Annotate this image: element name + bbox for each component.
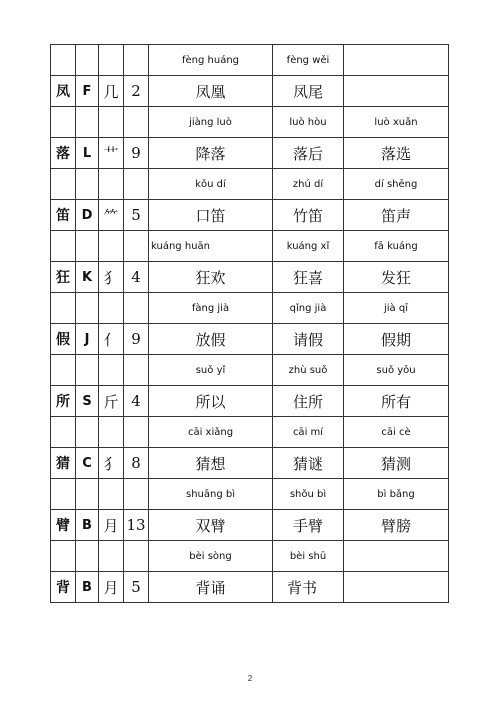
pinyin-3-cell: [344, 541, 449, 572]
initial-cell: L: [76, 138, 99, 169]
initial-cell: [76, 293, 99, 324]
word-2-cell: 手臂: [273, 510, 344, 541]
pinyin-row: [51, 355, 449, 386]
initial-cell: S: [76, 386, 99, 417]
char-cell: [51, 479, 76, 510]
radical-cell: [99, 541, 124, 572]
word-1-cell: 所以: [149, 386, 273, 417]
pinyin-2-cell: shǒu bì: [273, 479, 344, 510]
character-row: [51, 200, 449, 231]
radical-cell: [99, 169, 124, 200]
word-2-cell: 竹笛: [273, 200, 344, 231]
char-cell: [51, 107, 76, 138]
word-2-cell: 猜谜: [273, 448, 344, 479]
pinyin-row: [51, 417, 449, 448]
initial-cell: F: [76, 76, 99, 107]
pinyin-3-cell: cāi cè: [344, 417, 449, 448]
radical-cell: 亻: [99, 324, 124, 355]
pinyin-3-cell: fā kuáng: [344, 231, 449, 262]
pinyin-1-cell: kuáng huān: [149, 231, 273, 262]
word-3-cell: 笛声: [344, 200, 449, 231]
pinyin-2-cell: kuáng xǐ: [273, 231, 344, 262]
initial-cell: [76, 541, 99, 572]
char-cell: [51, 541, 76, 572]
radical-cell: [99, 417, 124, 448]
stroke-count-cell: [124, 293, 149, 324]
pinyin-row: [51, 293, 449, 324]
initial-cell: [76, 479, 99, 510]
initial-cell: J: [76, 324, 99, 355]
char-cell: [51, 231, 76, 262]
char-cell: 狂: [51, 262, 76, 293]
word-1-cell: 口笛: [149, 200, 273, 231]
char-cell: 落: [51, 138, 76, 169]
radical-cell: [99, 479, 124, 510]
char-cell: [51, 417, 76, 448]
radical-cell: 犭: [99, 262, 124, 293]
pinyin-3-cell: luò xuǎn: [344, 107, 449, 138]
pinyin-3-cell: [344, 45, 449, 76]
stroke-count-cell: 9: [124, 138, 149, 169]
pinyin-2-cell: fèng wěi: [273, 45, 344, 76]
radical-cell: 月: [99, 572, 124, 603]
word-3-cell: 猜测: [344, 448, 449, 479]
word-2-cell: 住所: [273, 386, 344, 417]
radical-cell: 几: [99, 76, 124, 107]
character-row: [51, 510, 449, 541]
pinyin-1-cell: cāi xiǎng: [149, 417, 273, 448]
initial-cell: [76, 231, 99, 262]
radical-cell: ⺮: [99, 200, 124, 231]
pinyin-3-cell: jià qī: [344, 293, 449, 324]
word-2-cell: 落后: [273, 138, 344, 169]
vocabulary-table: [50, 44, 449, 603]
word-3-cell: [344, 572, 449, 603]
stroke-count-cell: 4: [124, 386, 149, 417]
word-1-cell: 放假: [149, 324, 273, 355]
initial-cell: B: [76, 510, 99, 541]
initial-cell: D: [76, 200, 99, 231]
stroke-count-cell: 5: [124, 200, 149, 231]
word-1-cell: 背诵: [149, 572, 273, 603]
initial-cell: K: [76, 262, 99, 293]
initial-cell: [76, 417, 99, 448]
pinyin-row: [51, 45, 449, 76]
initial-cell: C: [76, 448, 99, 479]
pinyin-1-cell: bèi sòng: [149, 541, 273, 572]
char-cell: 假: [51, 324, 76, 355]
word-3-cell: 臂膀: [344, 510, 449, 541]
character-row: [51, 262, 449, 293]
stroke-count-cell: [124, 45, 149, 76]
word-1-cell: 降落: [149, 138, 273, 169]
char-cell: [51, 169, 76, 200]
initial-cell: B: [76, 572, 99, 603]
stroke-count-cell: 2: [124, 76, 149, 107]
word-2-cell: 请假: [273, 324, 344, 355]
word-3-cell: [344, 76, 449, 107]
pinyin-row: [51, 169, 449, 200]
radical-cell: 月: [99, 510, 124, 541]
word-2-cell: 背书: [273, 572, 344, 603]
stroke-count-cell: [124, 541, 149, 572]
word-3-cell: 所有: [344, 386, 449, 417]
char-cell: [51, 355, 76, 386]
pinyin-2-cell: qǐng jià: [273, 293, 344, 324]
char-cell: [51, 45, 76, 76]
radical-cell: [99, 355, 124, 386]
pinyin-row: [51, 479, 449, 510]
initial-cell: [76, 169, 99, 200]
stroke-count-cell: [124, 107, 149, 138]
character-row: [51, 76, 449, 107]
stroke-count-cell: 5: [124, 572, 149, 603]
pinyin-1-cell: kǒu dí: [149, 169, 273, 200]
pinyin-1-cell: shuāng bì: [149, 479, 273, 510]
char-cell: 笛: [51, 200, 76, 231]
character-row: [51, 572, 449, 603]
word-2-cell: 凤尾: [273, 76, 344, 107]
radical-cell: 犭: [99, 448, 124, 479]
word-1-cell: 猜想: [149, 448, 273, 479]
pinyin-2-cell: cāi mí: [273, 417, 344, 448]
stroke-count-cell: 9: [124, 324, 149, 355]
character-row: [51, 448, 449, 479]
pinyin-2-cell: zhú dí: [273, 169, 344, 200]
stroke-count-cell: [124, 479, 149, 510]
radical-cell: [99, 231, 124, 262]
word-3-cell: 落选: [344, 138, 449, 169]
pinyin-3-cell: dí shēng: [344, 169, 449, 200]
page-number: 2: [247, 674, 253, 683]
radical-cell: 艹: [99, 138, 124, 169]
initial-cell: [76, 107, 99, 138]
word-1-cell: 狂欢: [149, 262, 273, 293]
character-row: [51, 386, 449, 417]
pinyin-row: [51, 107, 449, 138]
character-row: [51, 324, 449, 355]
pinyin-2-cell: zhù suǒ: [273, 355, 344, 386]
stroke-count-cell: 4: [124, 262, 149, 293]
char-cell: [51, 293, 76, 324]
radical-cell: [99, 45, 124, 76]
pinyin-1-cell: fèng huáng: [149, 45, 273, 76]
stroke-count-cell: [124, 355, 149, 386]
word-3-cell: 假期: [344, 324, 449, 355]
pinyin-3-cell: suǒ yǒu: [344, 355, 449, 386]
pinyin-3-cell: bì bǎng: [344, 479, 449, 510]
character-row: [51, 138, 449, 169]
stroke-count-cell: 13: [124, 510, 149, 541]
pinyin-row: [51, 541, 449, 572]
pinyin-1-cell: jiàng luò: [149, 107, 273, 138]
pinyin-1-cell: fàng jià: [149, 293, 273, 324]
pinyin-row: [51, 231, 449, 262]
initial-cell: [76, 45, 99, 76]
initial-cell: [76, 355, 99, 386]
char-cell: 猜: [51, 448, 76, 479]
stroke-count-cell: [124, 231, 149, 262]
char-cell: 臂: [51, 510, 76, 541]
stroke-count-cell: 8: [124, 448, 149, 479]
word-1-cell: 凤凰: [149, 76, 273, 107]
char-cell: 凤: [51, 76, 76, 107]
stroke-count-cell: [124, 169, 149, 200]
pinyin-2-cell: luò hòu: [273, 107, 344, 138]
radical-cell: [99, 293, 124, 324]
radical-cell: [99, 107, 124, 138]
word-1-cell: 双臂: [149, 510, 273, 541]
pinyin-2-cell: bèi shū: [273, 541, 344, 572]
radical-cell: 斤: [99, 386, 124, 417]
char-cell: 所: [51, 386, 76, 417]
pinyin-1-cell: suǒ yǐ: [149, 355, 273, 386]
char-cell: 背: [51, 572, 76, 603]
word-3-cell: 发狂: [344, 262, 449, 293]
word-2-cell: 狂喜: [273, 262, 344, 293]
stroke-count-cell: [124, 417, 149, 448]
